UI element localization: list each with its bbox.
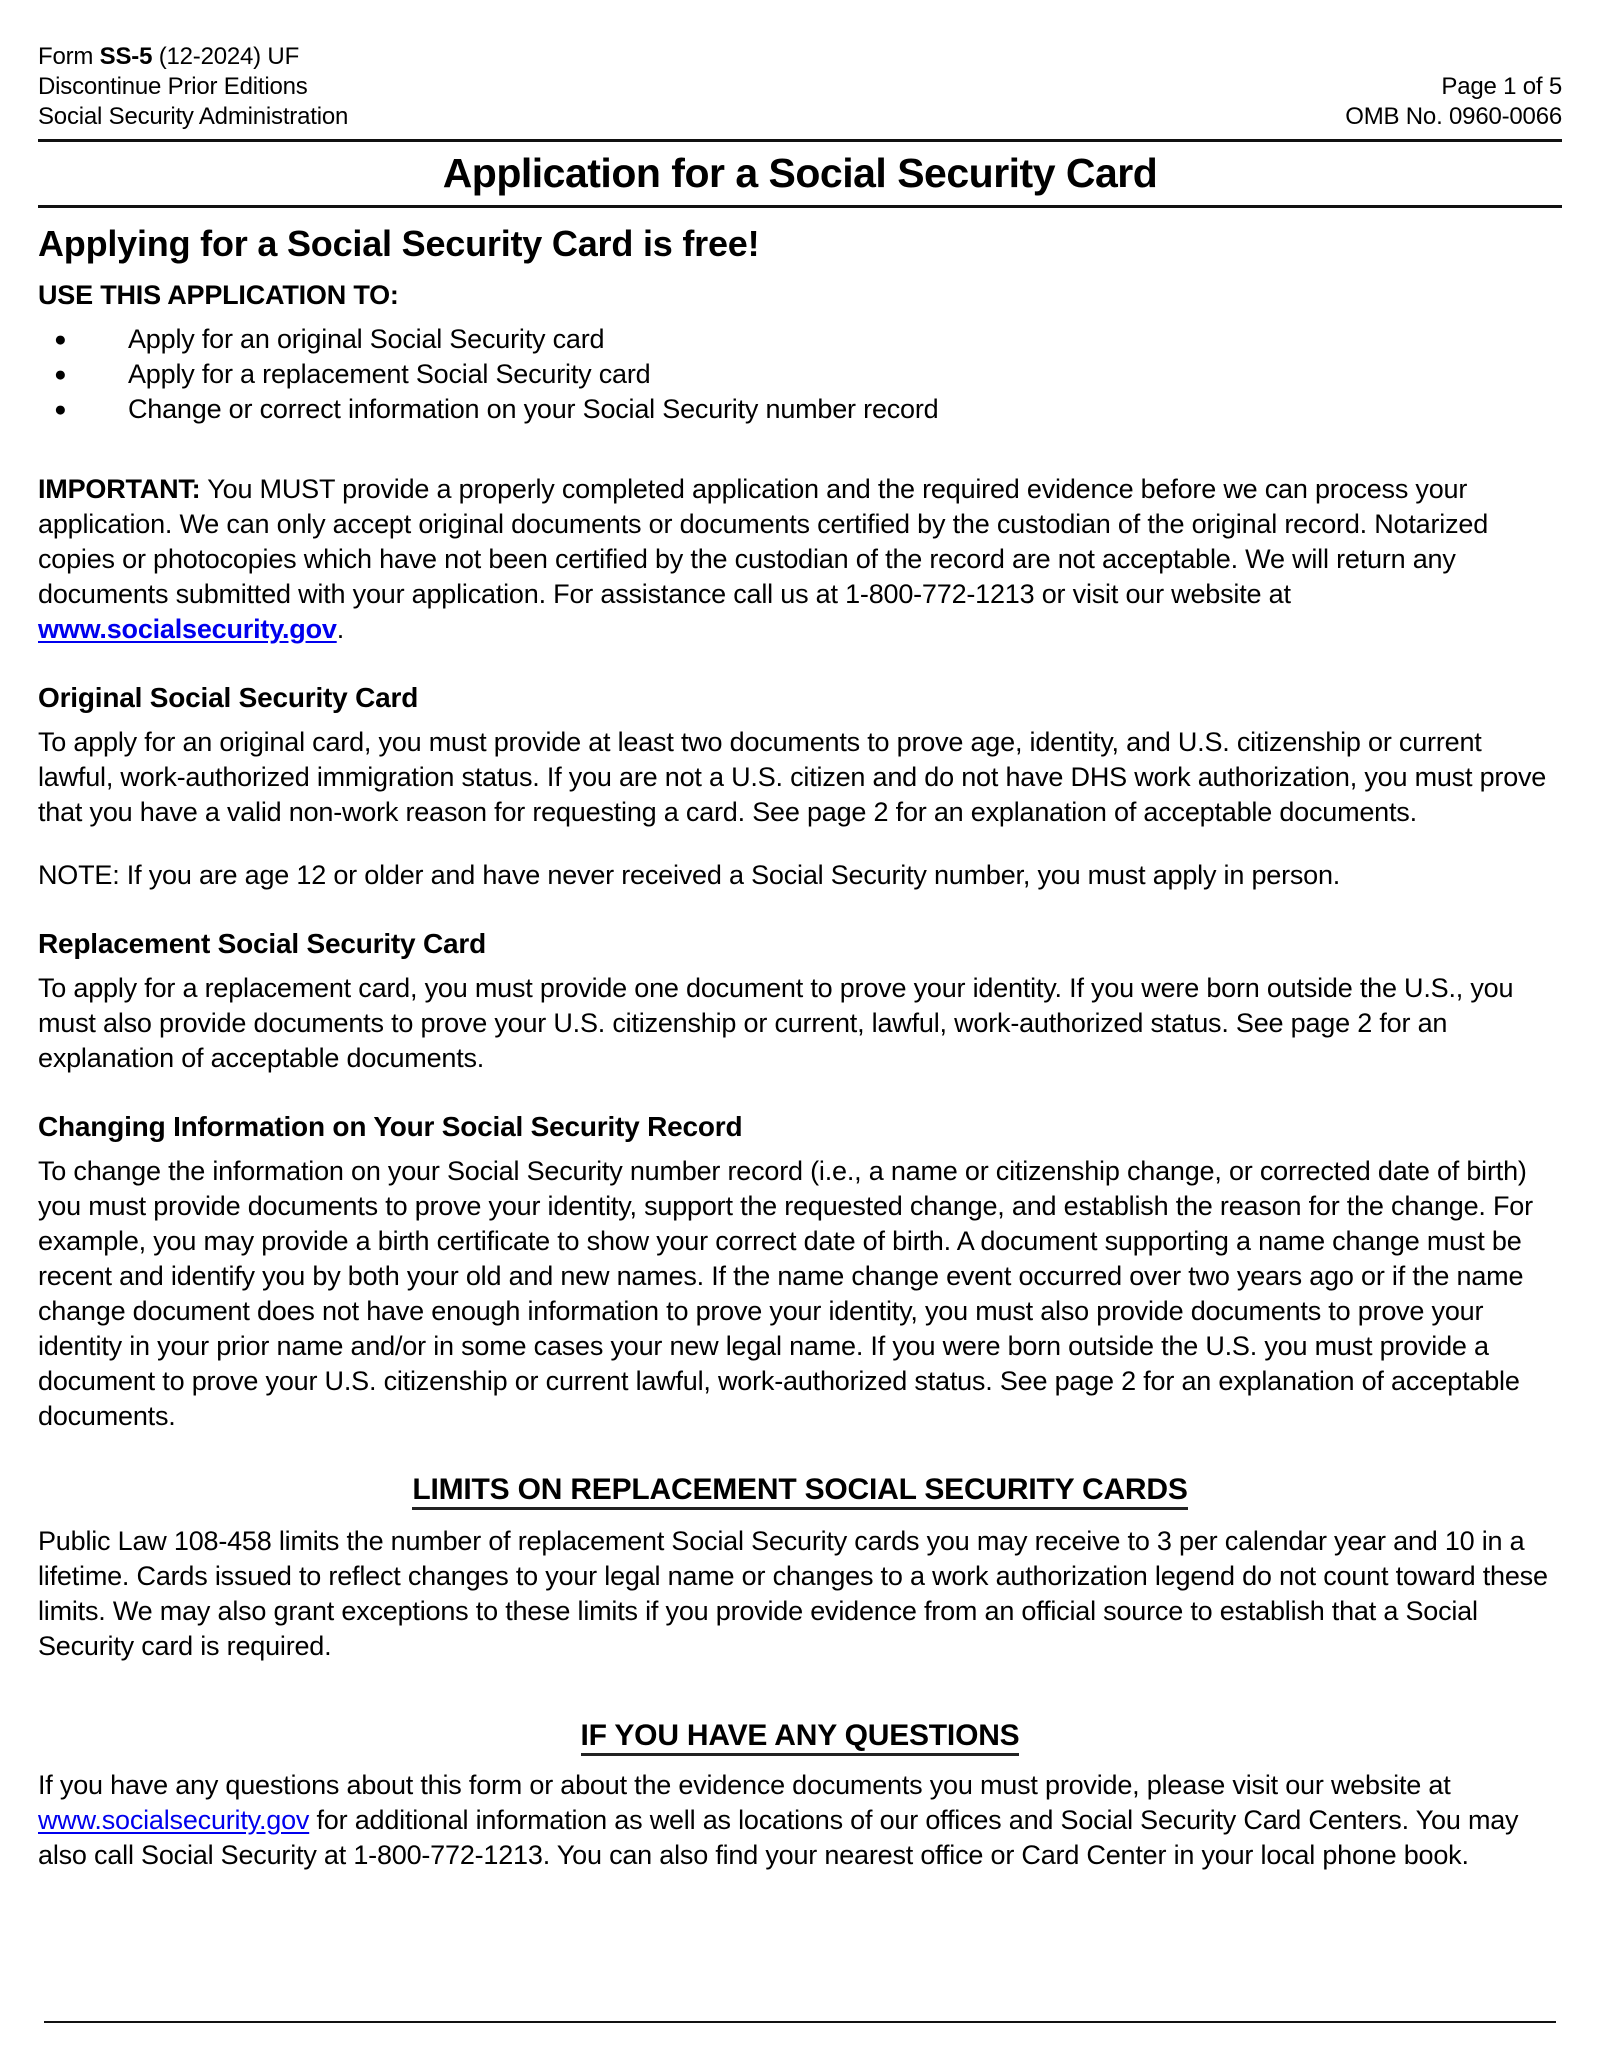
replacement-card-paragraph: To apply for a replacement card, you must provide one document to prove your identity. If you were born outside the U.S., you must also provide documents to prove your U.S. citizenship or current, lawful, work-authorized status. See page 2 for an explanation of acceptable documents. — [38, 973, 1514, 1073]
free-headline: Applying for a Social Security Card is free! — [38, 223, 760, 264]
bullet-icon: ● — [54, 328, 67, 351]
questions-heading — [38, 1716, 1562, 1756]
original-card-heading: Original Social Security Card — [38, 682, 419, 713]
important-paragraph — [38, 472, 1562, 647]
form-number: SS-5 — [99, 43, 153, 70]
page-title: Application for a Social Security Card — [442, 150, 1158, 196]
omb-number: OMB No. 0960-0066 — [1345, 103, 1562, 130]
use-application-list — [38, 322, 1562, 427]
form-id-block — [38, 42, 348, 132]
list-item — [38, 357, 1562, 392]
limits-paragraph: Public Law 108-458 limits the number of replacement Social Security cards you may receive to 3 per calendar year and 10 in a lifetime. Cards issued to reflect changes to your legal name or changes to a work authorization legend do not count toward these limits. We may also grant exceptions to these limits if you provide evidence from an official source to establish that a Social Security card is required. — [38, 1526, 1548, 1661]
limits-heading — [38, 1470, 1562, 1510]
page-number: Page 1 of 5 — [1441, 73, 1562, 100]
original-card-paragraph: To apply for an original card, you must provide at least two documents to prove age, identity, and U.S. citizenship or current lawful, work-authorized immigration status. If you are not a U.S. citizen and do not have DHS work authorization, you must prove that you have a valid non-work reason for requesting a card. See page 2 for an explanation of acceptable documents. — [38, 727, 1547, 827]
questions-text-end: for additional information as well as locations of our offices and Social Security Card Centers. You may also call Social Security at 1-800-772-1213. You can also find your nearest office or Card Center in your local phone book. — [38, 1805, 1519, 1870]
list-item-label: Change or correct information on your Social Security number record — [128, 394, 939, 424]
limits-heading-text: LIMITS ON REPLACEMENT SOCIAL SECURITY CARDS — [412, 1473, 1187, 1510]
form-header — [38, 0, 1562, 132]
changing-info-paragraph: To change the information on your Social Security number record (i.e., a name or citizenship change, or corrected date of birth) you must provide documents to prove your identity, support the requested change, and establish the reason for the change. For example, you may provide a birth certificate to show your correct date of birth. A document supporting a name change must be recent and identify you by both your old and new names. If the name change event occurred over two years ago or if the name change document does not have enough information to prove your identity, you must also provide documents to prove your identity in your prior name and/or in some cases your new legal name. If you were born outside the U.S. you must provide a document to prove your U.S. citizenship or current lawful, work-authorized status. See page 2 for an explanation of acceptable documents. — [38, 1156, 1533, 1431]
header-divider — [38, 139, 1562, 142]
questions-heading-text: IF YOU HAVE ANY QUESTIONS — [581, 1719, 1020, 1756]
form-prefix: Form — [38, 43, 100, 70]
ssa-website-link[interactable]: www.socialsecurity.gov — [38, 614, 337, 644]
bullet-icon: ● — [54, 363, 67, 386]
page-meta-block — [1345, 72, 1562, 132]
list-item — [38, 392, 1562, 427]
form-number-line — [38, 42, 348, 72]
discontinue-note: Discontinue Prior Editions — [38, 73, 308, 100]
important-text: You MUST provide a properly completed application and the required evidence before we can process your application. We can only accept original documents or documents certified by the custodian of the original record. Notarized copies or photocopies which have not been certified by the custodian of the record are not acceptable. We will return any documents submitted with your application. For assistance call us at 1-800-772-1213 or visit our website at — [38, 474, 1489, 609]
list-item-label: Apply for an original Social Security card — [128, 324, 605, 354]
changing-info-heading: Changing Information on Your Social Security Record — [38, 1111, 743, 1142]
use-application-heading: USE THIS APPLICATION TO: — [38, 280, 399, 310]
list-item — [38, 322, 1562, 357]
age-12-note: NOTE: If you are age 12 or older and have never received a Social Security number, you must apply in person. — [38, 860, 1341, 890]
ssa-website-link-2[interactable]: www.socialsecurity.gov — [38, 1805, 310, 1835]
form-revision: (12-2024) UF — [152, 43, 300, 70]
title-divider — [38, 205, 1562, 208]
list-item-label: Apply for a replacement Social Security card — [128, 359, 651, 389]
replacement-card-heading: Replacement Social Security Card — [38, 928, 486, 959]
questions-paragraph — [38, 1768, 1562, 1873]
important-text-end: . — [336, 614, 345, 644]
agency-name: Social Security Administration — [38, 103, 349, 130]
important-label: IMPORTANT: — [38, 474, 201, 504]
footer-divider — [44, 2021, 1556, 2023]
bullet-icon: ● — [54, 398, 67, 421]
questions-text: If you have any questions about this form or about the evidence documents you must provide, please visit our website at — [38, 1770, 1451, 1800]
